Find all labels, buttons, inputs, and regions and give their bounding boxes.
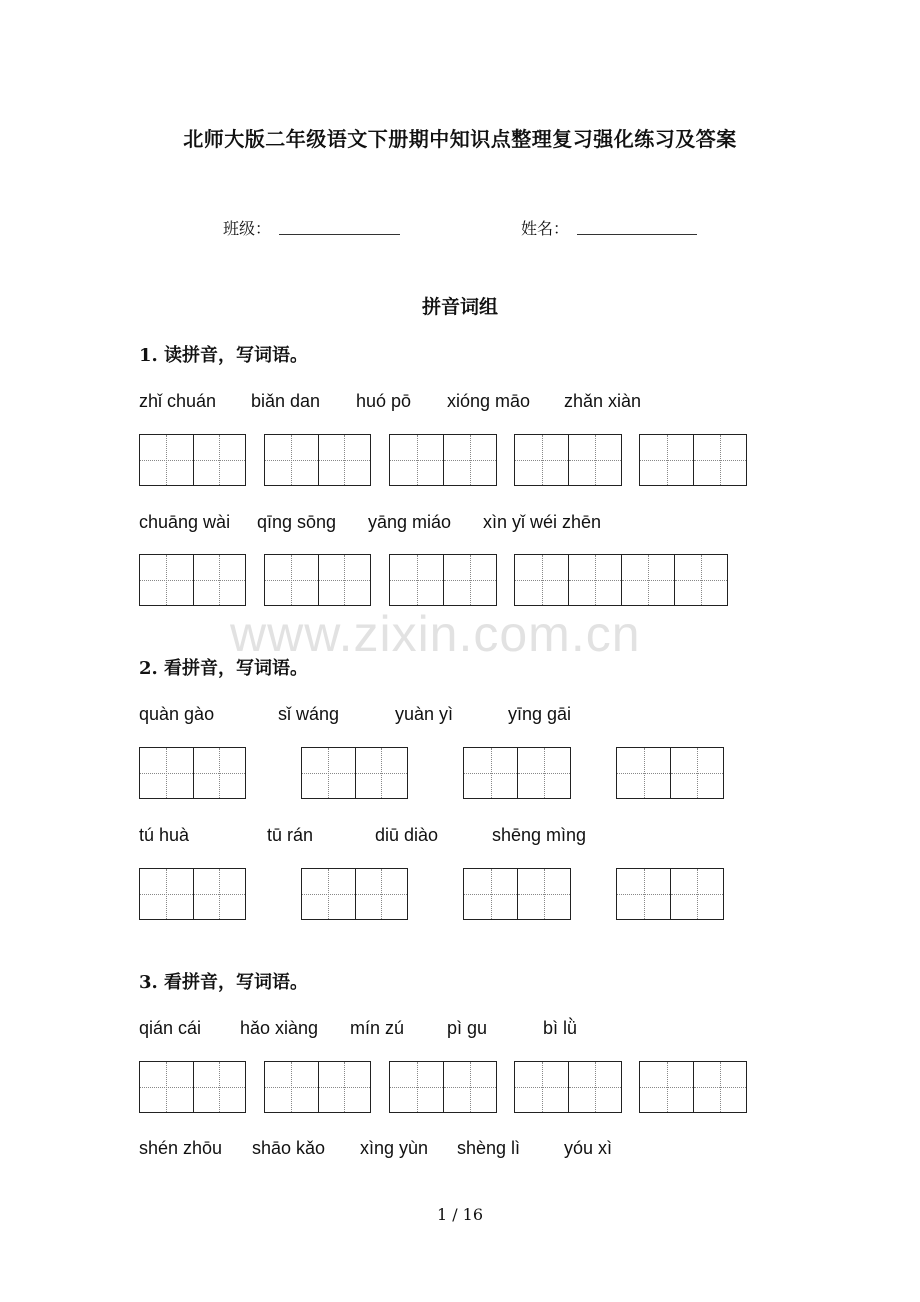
writing-cell[interactable] [617,869,670,919]
question-title: 1. 读拼音，写词语。 [139,345,309,366]
name-input-line[interactable] [577,234,697,235]
writing-grid[interactable] [639,434,747,486]
pinyin-label: qīng sōng [257,512,337,532]
writing-cell[interactable] [140,748,193,798]
writing-grid[interactable] [463,747,571,799]
writing-grid[interactable] [616,747,724,799]
pinyin-label: tú huà [139,825,190,845]
writing-cell[interactable] [390,555,443,605]
page-number: 1 / 16 [436,1205,484,1224]
writing-grid[interactable] [139,434,246,486]
pinyin-label: shèng lì [457,1138,521,1158]
writing-cell[interactable] [140,555,193,605]
writing-grid[interactable] [389,554,497,606]
writing-cell[interactable] [693,1062,746,1112]
writing-grid[interactable] [616,868,724,920]
question-title: 3. 看拼音，写词语。 [139,972,309,993]
writing-cell[interactable] [568,435,621,485]
writing-grid[interactable] [301,747,408,799]
writing-cell[interactable] [517,869,570,919]
pinyin-label: bì lǜ [543,1018,578,1038]
pinyin-label: sǐ wáng [278,704,340,724]
pinyin-label: zhǐ chuán [139,391,217,411]
pinyin-label: yuàn yì [395,704,454,724]
writing-cell[interactable] [193,1062,246,1112]
pinyin-label: pì gu [447,1018,488,1038]
pinyin-label: quàn gào [139,704,215,724]
writing-cell[interactable] [193,869,246,919]
writing-grid[interactable] [389,434,497,486]
pinyin-label: hǎo xiàng [240,1018,319,1038]
writing-cell[interactable] [390,1062,443,1112]
writing-cell[interactable] [140,435,193,485]
writing-cell[interactable] [140,1062,193,1112]
writing-cell[interactable] [568,555,621,605]
writing-cell[interactable] [443,435,496,485]
writing-cell[interactable] [193,555,246,605]
writing-cell[interactable] [443,1062,496,1112]
pinyin-label: zhǎn xiàn [564,391,642,411]
pinyin-label: tū rán [267,825,314,845]
writing-cell[interactable] [617,748,670,798]
pinyin-label: yāng miáo [368,512,452,532]
writing-cell[interactable] [318,1062,371,1112]
writing-cell[interactable] [443,555,496,605]
writing-grid[interactable] [514,1061,622,1113]
section-title: 拼音词组 [421,296,498,318]
writing-cell[interactable] [517,748,570,798]
writing-cell[interactable] [302,869,355,919]
writing-grid[interactable] [639,1061,747,1113]
writing-grid[interactable] [301,868,408,920]
writing-grid[interactable] [264,1061,371,1113]
pinyin-label: yīng gāi [508,704,572,724]
writing-cell[interactable] [515,1062,568,1112]
pinyin-label: chuāng wài [139,512,231,532]
pinyin-label: huó pō [356,391,412,411]
writing-cell[interactable] [355,748,408,798]
writing-cell[interactable] [302,748,355,798]
pinyin-label: diū diào [375,825,439,845]
writing-cell[interactable] [515,435,568,485]
writing-cell[interactable] [640,435,693,485]
writing-cell[interactable] [464,748,517,798]
writing-cell[interactable] [515,555,568,605]
pinyin-label: qián cái [139,1018,202,1038]
writing-grid[interactable] [463,868,571,920]
writing-cell[interactable] [318,435,371,485]
writing-grid[interactable] [514,554,728,606]
writing-cell[interactable] [318,555,371,605]
pinyin-label: xióng māo [447,391,531,411]
pinyin-label: mín zú [350,1018,405,1038]
pinyin-label: xìng yùn [360,1138,429,1158]
writing-cell[interactable] [265,555,318,605]
writing-grid[interactable] [139,747,246,799]
pinyin-label: shēng mìng [492,825,587,845]
writing-cell[interactable] [640,1062,693,1112]
writing-cell[interactable] [670,748,723,798]
watermark: www.zixin.com.cn [230,606,641,662]
writing-grid[interactable] [264,554,371,606]
class-label: 班级： [223,219,272,238]
writing-cell[interactable] [193,435,246,485]
writing-grid[interactable] [264,434,371,486]
writing-cell[interactable] [140,869,193,919]
name-label: 姓名： [521,219,570,238]
pinyin-label: shén zhōu [139,1138,223,1158]
writing-cell[interactable] [674,555,727,605]
question-title: 2. 看拼音，写词语。 [139,658,309,679]
writing-cell[interactable] [621,555,674,605]
writing-grid[interactable] [514,434,622,486]
writing-cell[interactable] [390,435,443,485]
pinyin-label: yóu xì [564,1138,613,1158]
writing-cell[interactable] [464,869,517,919]
writing-grid[interactable] [389,1061,497,1113]
writing-cell[interactable] [265,435,318,485]
pinyin-label: biǎn dan [251,391,321,411]
writing-cell[interactable] [670,869,723,919]
writing-cell[interactable] [568,1062,621,1112]
writing-cell[interactable] [193,748,246,798]
writing-grid[interactable] [139,1061,246,1113]
writing-cell[interactable] [265,1062,318,1112]
document-title: 北师大版二年级语文下册期中知识点整理复习强化练习及答案 [183,127,737,151]
writing-cell[interactable] [355,869,408,919]
pinyin-label: shāo kǎo [252,1138,326,1158]
writing-grid[interactable] [139,554,246,606]
writing-grid[interactable] [139,868,246,920]
pinyin-label: xìn yǐ wéi zhēn [483,512,602,532]
writing-cell[interactable] [693,435,746,485]
class-input-line[interactable] [279,234,400,235]
